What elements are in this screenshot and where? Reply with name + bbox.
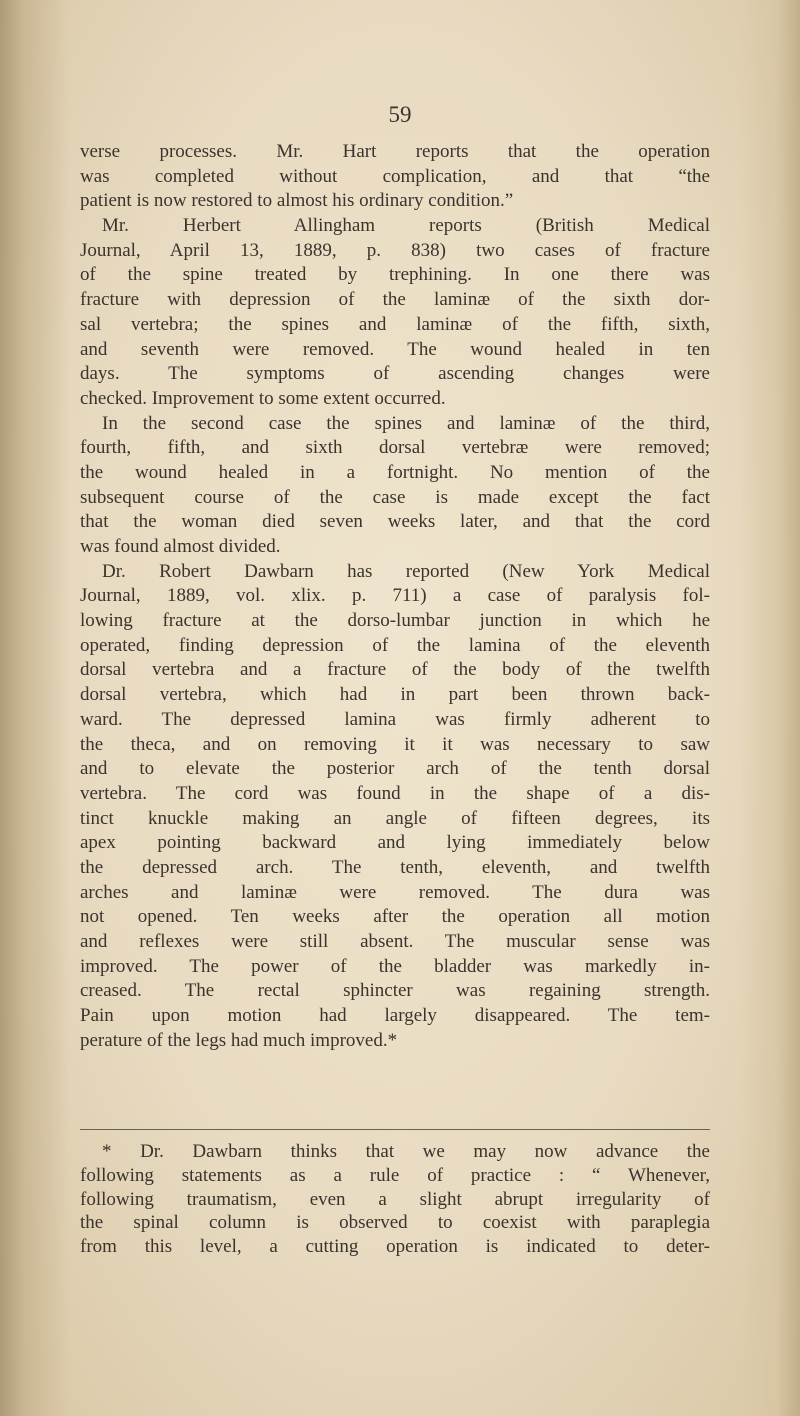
text-line: that the woman died seven weeks later, and that the cord bbox=[80, 511, 710, 533]
footnote-line: from this level, a cutting operation is indicated to deter- bbox=[80, 1236, 710, 1258]
text-line: sal vertebra; the spines and laminæ of the fifth, sixth, bbox=[80, 313, 710, 335]
text-line: Journal, April 13, 1889, p. 838) two cases of fracture bbox=[80, 239, 710, 261]
footnote-line: following traumatism, even a slight abrupt irregularity of bbox=[80, 1188, 710, 1210]
text-line: verse processes. Mr. Hart reports that the operation bbox=[80, 141, 710, 162]
text-line: apex pointing backward and lying immediately below bbox=[80, 832, 710, 854]
text-line: arches and laminæ were removed. The dura was bbox=[80, 881, 710, 903]
text-line: fracture with depression of the laminæ of the sixth dor- bbox=[80, 289, 710, 311]
footnote-divider bbox=[80, 1129, 710, 1130]
text-line: days. The symptoms of ascending changes were bbox=[80, 363, 710, 385]
text-line: subsequent course of the case is made except the fact bbox=[80, 486, 710, 508]
text-line: vertebra. The cord was found in the shape of a dis- bbox=[80, 782, 710, 804]
body-text bbox=[80, 140, 710, 1053]
text-line: Pain upon motion had largely disappeared. The tem- bbox=[80, 1005, 710, 1027]
text-line: patient is now restored to almost his ordinary condition.” bbox=[80, 190, 514, 212]
page-edge-shadow-left bbox=[0, 0, 70, 1416]
footnote-line: following statements as a rule of practice : “ Whenever, bbox=[80, 1164, 710, 1186]
text-line: was found almost divided. bbox=[80, 536, 281, 557]
text-line: Dr. Robert Dawbarn has reported (New York Medical bbox=[102, 560, 710, 582]
text-line: Mr. Herbert Allingham reports (British Medical bbox=[102, 215, 710, 237]
text-line: the wound healed in a fortnight. No mention of the bbox=[80, 461, 710, 483]
text-line: of the spine treated by trephining. In one there was bbox=[80, 264, 710, 286]
text-line: tinct knuckle making an angle of fifteen degrees, its bbox=[80, 807, 710, 829]
text-line: and to elevate the posterior arch of the tenth dorsal bbox=[80, 758, 710, 780]
text-line: operated, finding depression of the lamina of the eleventh bbox=[80, 634, 710, 656]
text-line: not opened. Ten weeks after the operation all motion bbox=[80, 906, 710, 928]
footnote bbox=[80, 1140, 710, 1259]
text-line: creased. The rectal sphincter was regaining strength. bbox=[80, 980, 710, 1002]
text-line: dorsal vertebra, which had in part been thrown back- bbox=[80, 684, 710, 706]
page-number: 59 bbox=[388, 102, 412, 127]
text-line: ward. The depressed lamina was firmly adherent to bbox=[80, 708, 710, 730]
text-line: and seventh were removed. The wound healed in ten bbox=[80, 338, 710, 360]
page-edge-shadow-right bbox=[740, 0, 800, 1416]
text-line: fourth, fifth, and sixth dorsal vertebræ were removed; bbox=[80, 437, 710, 459]
text-line: the depressed arch. The tenth, eleventh, and twelfth bbox=[80, 856, 710, 878]
footnote-line: * Dr. Dawbarn thinks that we may now advance the bbox=[102, 1141, 710, 1162]
text-line: lowing fracture at the dorso-lumbar junction in which he bbox=[80, 610, 710, 632]
text-line: In the second case the spines and laminæ of the third, bbox=[102, 412, 710, 434]
text-line: perature of the legs had much improved.* bbox=[80, 1029, 398, 1051]
text-line: dorsal vertebra and a fracture of the body of the twelfth bbox=[80, 659, 710, 681]
text-line: Journal, 1889, vol. xlix. p. 711) a case of paralysis fol- bbox=[80, 585, 710, 607]
footnote-line: the spinal column is observed to coexist with paraplegia bbox=[80, 1212, 710, 1234]
text-line: was completed without complication, and that “the bbox=[80, 165, 710, 187]
text-line: the theca, and on removing it it was necessary to saw bbox=[80, 733, 710, 755]
text-line: checked. Improvement to some extent occurred. bbox=[80, 387, 446, 409]
text-line: and reflexes were still absent. The muscular sense was bbox=[80, 931, 710, 952]
text-line: improved. The power of the bladder was markedly in- bbox=[80, 955, 710, 977]
